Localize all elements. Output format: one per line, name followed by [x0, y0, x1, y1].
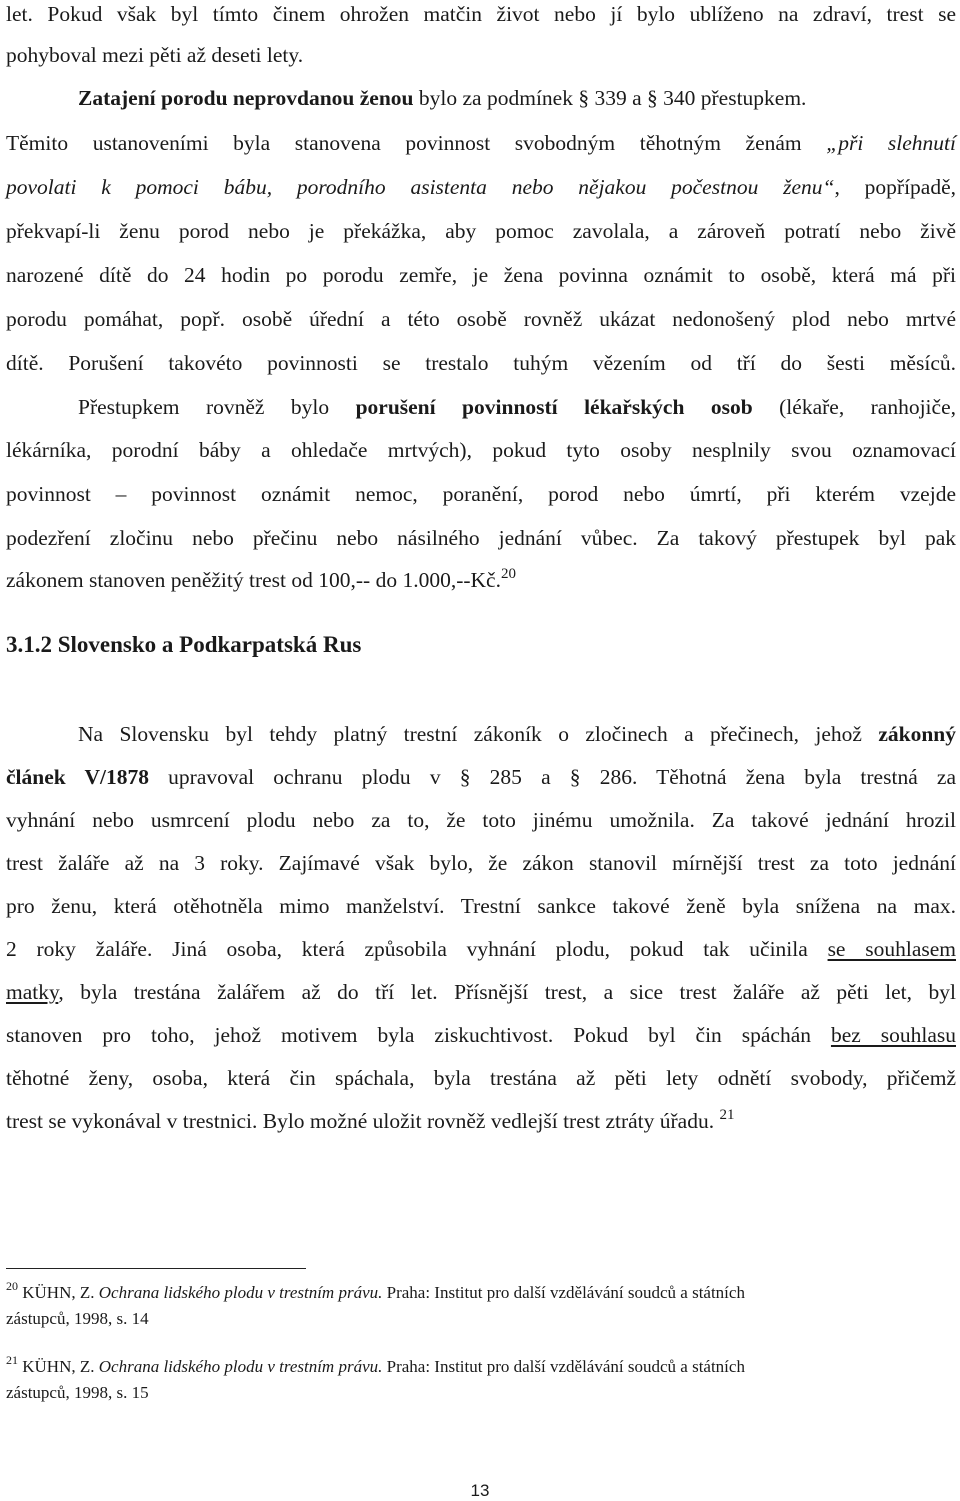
bold-term: porušení povinností lékařských osob [355, 395, 753, 419]
body-line [6, 265, 956, 287]
text: vyhnání nebo usmrcení plodu nebo za to, že toto jinému umožnila. Za takové jednání hrozil [6, 808, 956, 832]
text: (lékaře, ranhojiče, [752, 395, 956, 419]
body-line [78, 397, 956, 419]
footnote-ref[interactable]: 20 [500, 566, 516, 582]
text: trest se vykonával v trestnici. Bylo možné uložit rovněž vedlejší trest ztráty úřadu. [6, 1109, 715, 1133]
body-line [6, 309, 956, 331]
italic-title: Ochrana lidského plodu v trestním právu. [98, 1283, 383, 1302]
body-line [6, 939, 956, 961]
text: KÜHN, Z. [18, 1357, 99, 1376]
body-line [6, 528, 956, 550]
text: stanoven pro toho, jehož motivem byla ziskuchtivost. Pokud byl čin spáchán [6, 1023, 831, 1047]
body-line [6, 982, 956, 1004]
page-number: 13 [470, 1481, 490, 1500]
body-line [6, 810, 956, 832]
text: 2 roky žaláře. Jiná osoba, která způsobila vyhnání plodu, pokud tak učinila [6, 937, 828, 961]
text: upravoval ochranu plodu v § 285 a § 286. Těhotná žena byla trestná za [149, 765, 956, 789]
footnote [6, 1353, 956, 1376]
text: let. Pokud však byl tímto činem ohrožen matčin život nebo jí bylo ublíženo na zdraví, trest se [6, 2, 956, 26]
body-line [6, 4, 956, 26]
text: zákonem stanoven peněžitý trest od 100,-- do 1.000,--Kč. [6, 568, 501, 592]
text: trest žaláře až na 3 roky. Zajímavé však bylo, že zákon stanovil mírnější trest za toto jednání [6, 851, 956, 875]
underlined-phrase: bez souhlasu [830, 1023, 956, 1047]
text: pro ženu, která otěhotněla mimo manželství. Trestní sankce takové ženě byla snížena na max. [6, 894, 956, 918]
body-line [6, 566, 956, 592]
footnote-number: 21 [6, 1353, 18, 1367]
italic-quote: „při slehnutí [826, 131, 956, 155]
text: , byla trestána žalářem až do tří let. Přísnější trest, a sice trest žaláře až pěti let, byl [58, 980, 956, 1004]
body-line [6, 353, 956, 375]
text: Praha: Institut pro další vzdělávání soudců a státních [382, 1283, 745, 1302]
text: těhotné ženy, osoba, která čin spáchala, byla trestána až pěti lety odnětí svobody, přičemž [6, 1066, 956, 1090]
text: překvapí-li ženu porod nebo je překážka, aby pomoc zavolala, a zároveň potratí nebo živě [6, 219, 956, 243]
footnote-separator [6, 1268, 306, 1269]
text: zástupců, 1998, s. 15 [6, 1383, 149, 1402]
body-line [6, 1025, 956, 1047]
body-line [6, 177, 956, 199]
footnote-line [6, 1310, 956, 1327]
text: dítě. Porušení takovéto povinnosti se trestalo tuhým vězením od tří do šesti měsíců. [6, 351, 956, 375]
text: Na Slovensku byl tehdy platný trestní zákoník o zločinech a přečinech, jehož [78, 722, 879, 746]
body-line [78, 724, 956, 746]
body-line [6, 484, 956, 506]
body-line [6, 133, 956, 155]
footnote-ref[interactable]: 21 [719, 1107, 735, 1123]
body-line [6, 221, 956, 243]
bold-term: článek V/1878 [6, 765, 149, 789]
text: lékárníka, porodní báby a ohledače mrtvých), pokud tyto osoby nesplnily svou oznamovací [6, 438, 956, 462]
footnote [6, 1279, 956, 1302]
body-line [6, 440, 956, 462]
text: bylo za podmínek § 339 a § 340 přestupkem. [413, 86, 807, 110]
text: zástupců, 1998, s. 14 [6, 1309, 149, 1328]
text: porodu pomáhat, popř. osobě úřední a této osobě rovněž ukázat nedonošený plod nebo mrtvé [6, 307, 956, 331]
text: narozené dítě do 24 hodin po porodu zemře, je žena povinna oznámit to osobě, která má při [6, 263, 956, 287]
text: povinnost – povinnost oznámit nemoc, poranění, porod nebo úmrtí, při kterém vzejde [6, 482, 956, 506]
bold-term: zákonný [878, 722, 956, 746]
footnote-line [6, 1384, 956, 1401]
text: Těmito ustanoveními byla stanovena povinnost svobodným těhotným ženám [6, 131, 827, 155]
underlined-phrase: se souhlasem [827, 937, 956, 961]
text: Přestupkem rovněž bylo [78, 395, 356, 419]
section-heading: 3.1.2 Slovensko a Podkarpatská Rus [6, 632, 362, 657]
text: Praha: Institut pro další vzdělávání soudců a státních [382, 1357, 745, 1376]
body-line [6, 853, 956, 875]
text: KÜHN, Z. [18, 1283, 99, 1302]
text: , popřípadě, [834, 175, 956, 199]
footnote-number: 20 [6, 1279, 18, 1293]
body-line [6, 1107, 956, 1133]
underlined-phrase: matky [6, 980, 59, 1004]
body-line [6, 767, 956, 789]
body-line [6, 45, 956, 67]
text: podezření zločinu nebo přečinu nebo násilného jednání vůbec. Za takový přestupek byl pak [6, 526, 956, 550]
body-line [78, 88, 956, 110]
text: pohyboval mezi pěti až deseti lety. [6, 43, 304, 67]
bold-term: Zatajení porodu neprovdanou ženou [78, 86, 414, 110]
body-line [6, 1068, 956, 1090]
italic-title: Ochrana lidského plodu v trestním právu. [98, 1357, 383, 1376]
italic-quote: povolati k pomoci bábu, porodního asistenta nebo nějakou počestnou ženu“ [6, 175, 835, 199]
body-line [6, 896, 956, 918]
